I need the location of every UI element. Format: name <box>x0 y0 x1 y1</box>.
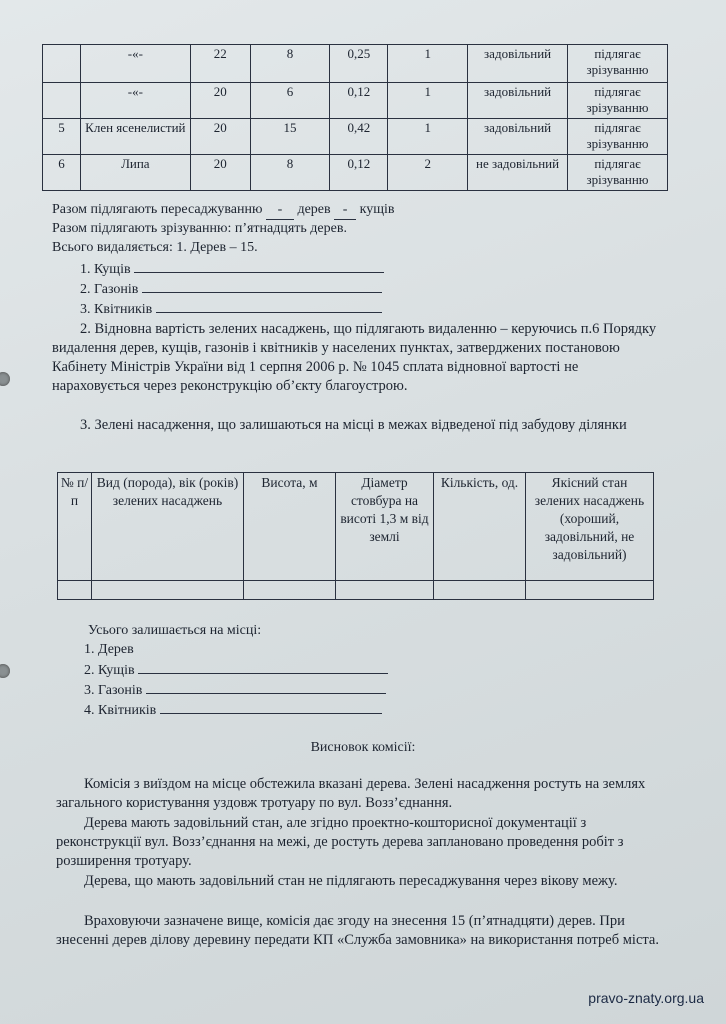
table-row <box>43 119 668 155</box>
removed-item-lawns: 2. Газонів <box>80 280 382 299</box>
cell-age: 20 <box>190 83 250 119</box>
cell-action: підлягає зрізуванню <box>568 119 668 155</box>
trees-table <box>42 44 668 191</box>
watermark: pravo-znaty.org.ua <box>588 990 704 1006</box>
cell-species: Клен ясенелистий <box>80 119 190 155</box>
cell-diameter: 0,42 <box>330 119 388 155</box>
remaining-table-header <box>58 473 654 581</box>
cell-qty: 1 <box>388 45 468 83</box>
table-row <box>43 45 668 83</box>
cell-action: підлягає зрізуванню <box>568 83 668 119</box>
cell-condition: не задовільний <box>468 155 568 191</box>
cell-qty: 2 <box>388 155 468 191</box>
cutting-line: Разом підлягають зрізуванню: п’ятнадцять дерев. <box>52 221 347 236</box>
conclusion-paragraph-1: Комісія з виїздом на місце обстежила вказані дерева. Зелені насадження ростуть на землях загального користування уздовж тротуару по вул. Возз’єднання. <box>56 776 646 811</box>
cell-species: -«- <box>80 45 190 83</box>
cell-height: 15 <box>250 119 330 155</box>
cell-height: 6 <box>250 83 330 119</box>
section-2-text: 2. Відновна вартість зелених насаджень, що підлягають видаленню – керуючись п.6 Порядку видалення дерев, кущів, газонів і квітників у населених пунктах, затверджених постановою Кабінету Міністрів України від 1 серпня 2006 р. № 1045 сплата відновної вартості не нараховується через реконструкцію об’єкту благоустрою. <box>52 321 657 394</box>
cell-action: підлягає зрізуванню <box>568 45 668 83</box>
cell-num: 5 <box>43 119 81 155</box>
punch-hole <box>0 372 10 386</box>
total-removed-line: Всього видаляється: 1. Дерев – 15. <box>52 240 258 255</box>
header-diameter: Діаметр стовбура на висоті 1,3 м від землі <box>336 473 434 581</box>
cell-species: Липа <box>80 155 190 191</box>
removed-item-flowerbeds: 3. Квітників <box>80 300 382 319</box>
remaining-item-flowerbeds: 4. Квітників <box>84 701 382 720</box>
header-quantity: Кількість, од. <box>434 473 526 581</box>
cell-num: 6 <box>43 155 81 191</box>
cell-diameter: 0,25 <box>330 45 388 83</box>
cell-height: 8 <box>250 155 330 191</box>
cell-num <box>43 83 81 119</box>
cell-species: -«- <box>80 83 190 119</box>
cell-diameter: 0,12 <box>330 155 388 191</box>
header-number: № п/п <box>58 473 92 581</box>
cell-condition: задовільний <box>468 119 568 155</box>
cell-num <box>43 45 81 83</box>
table-row <box>43 83 668 119</box>
conclusion-title: Висновок комісії: <box>310 740 416 755</box>
cell-action: підлягає зрізуванню <box>568 155 668 191</box>
conclusion-paragraph-2: Дерева мають задовільний стан, але згідно проектно-кошторисної документації з реконструкції вул. Возз’єднання на межі, де ростуть дерева заплановано проведення робіт з розширення тротуару. <box>56 815 624 869</box>
transplant-line: Разом підлягають пересаджуванню - дерев - кущів <box>52 201 395 220</box>
header-species: Вид (порода), вік (років) зелених насаджень <box>92 473 244 581</box>
remaining-table-empty-row <box>58 581 654 600</box>
cell-qty: 1 <box>388 119 468 155</box>
removed-item-shrubs: 1. Кущів <box>80 260 384 279</box>
header-height: Висота, м <box>244 473 336 581</box>
cell-age: 22 <box>190 45 250 83</box>
cell-age: 20 <box>190 119 250 155</box>
cell-height: 8 <box>250 45 330 83</box>
remaining-item-shrubs: 2. Кущів <box>84 661 388 680</box>
remaining-title: Усього залишається на місці: <box>88 623 262 638</box>
cell-age: 20 <box>190 155 250 191</box>
section-3-text: 3. Зелені насадження, що залишаються на місці в межах відведеної під забудову ділянки <box>80 417 627 433</box>
conclusion-paragraph-4: Враховуючи зазначене вище, комісія дає згоду на знесення 15 (п’ятнадцяти) дерев. При знесенні дерев ділову деревину передати КП «Служба замовника» на використання потреб міста. <box>56 913 659 948</box>
cell-diameter: 0,12 <box>330 83 388 119</box>
cell-qty: 1 <box>388 83 468 119</box>
conclusion-paragraph-3: Дерева, що мають задовільний стан не підлягають пересаджування через вікову межу. <box>84 873 618 889</box>
punch-hole <box>0 664 10 678</box>
remaining-table <box>57 472 654 600</box>
table-row <box>43 155 668 191</box>
cell-condition: задовільний <box>468 45 568 83</box>
remaining-item-lawns: 3. Газонів <box>84 681 386 700</box>
remaining-item-trees: 1. Дерев <box>84 642 134 657</box>
header-condition: Якісний стан зелених насаджень (хороший, задовільний, не задовільний) <box>526 473 654 581</box>
cell-condition: задовільний <box>468 83 568 119</box>
